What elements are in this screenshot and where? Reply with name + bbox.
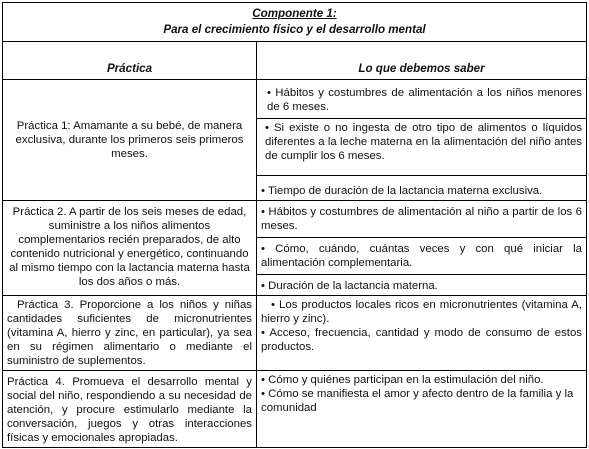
- knowledge-item-2-1: • Hábitos y costumbres de alimentación al niño a partir de los 6 meses.: [257, 201, 586, 238]
- practice-text-3: Práctica 3. Proporcione a los niños y niñas cantidades suficientes de micronutrientes (vitamina A, hierro y zinc, en particular), ya sea en su régimen alimentario o mediante el suministro de suplementos.: [7, 299, 252, 367]
- knowledge-item-1-1: • Hábitos y costumbres de alimentación a los niños menores de 6 meses.: [257, 80, 586, 119]
- practice-row-2: [3, 201, 587, 296]
- practice-cell-3: [3, 296, 257, 371]
- knowledge-item-1-2: • Si existe o no ingesta de otro tipo de alimentos o líquidos diferentes a la leche materna en la alimentación del niño antes de cumplir los 6 meses.: [257, 119, 586, 176]
- practice-cell-1: [3, 80, 257, 201]
- knowledge-cell-2: [257, 201, 587, 296]
- knowledge-cell-4: [257, 371, 587, 448]
- practice-row-3: [3, 296, 587, 371]
- knowledge-item-3-1: • Los productos locales ricos en micronutrientes (vitamina A, hierro y zinc).: [261, 299, 582, 325]
- practice-row-1: [3, 80, 587, 201]
- knowledge-cell-1: [257, 80, 587, 201]
- practice-text-4: Práctica 4. Promueva el desarrollo mental y social del niño, respondiendo a su necesidad de atención, y procure estimularlo mediante la conversación, juegos y otras interacciones físicas y emocionales apropiadas.: [7, 376, 252, 444]
- title-cell: [3, 3, 587, 42]
- knowledge-item-4-1: • Cómo y quiénes participan en la estimulación del niño.: [261, 374, 544, 386]
- knowledge-item-2-3: • Duración de la lactancia materna.: [261, 280, 438, 292]
- title-line-1: Componente 1:: [252, 7, 337, 20]
- title-line-2: Para el crecimiento físico y el desarrollo mental: [163, 23, 426, 36]
- knowledge-item-4-2: • Cómo se manifiesta el amor y afecto dentro de la familia y la comunidad: [261, 388, 574, 414]
- column-header-knowledge: Lo que debemos saber: [257, 42, 587, 80]
- practice-cell-4: [3, 371, 257, 448]
- practice-text-1: Práctica 1: Amamante a su bebé, de manera exclusiva, durante los primeros seis primeros meses.: [15, 120, 244, 160]
- practice-text-2: Práctica 2. A partir de los seis meses de edad, suministre a los niños alimentos complementarios recién preparados, de alto contenido nutricional y energético, continuando al mismo tiempo con la lactancia materna hasta los dos años o más.: [9, 206, 250, 288]
- knowledge-item-2-2: • Cómo, cuándo, cuántas veces y con qué iniciar la alimentación complementaria.: [257, 238, 586, 275]
- practice-row-4: [3, 371, 587, 448]
- components-table: [2, 2, 587, 448]
- knowledge-item-1-3: • Tiempo de duración de la lactancia materna exclusiva.: [261, 185, 543, 197]
- title-row: [3, 3, 587, 42]
- knowledge-cell-3: [257, 296, 587, 371]
- column-header-practice: Práctica: [3, 42, 257, 80]
- practice-cell-2: [3, 201, 257, 296]
- column-header-row: [3, 42, 587, 80]
- knowledge-item-3-2: • Acceso, frecuencia, cantidad y modo de consumo de estos productos.: [261, 327, 582, 353]
